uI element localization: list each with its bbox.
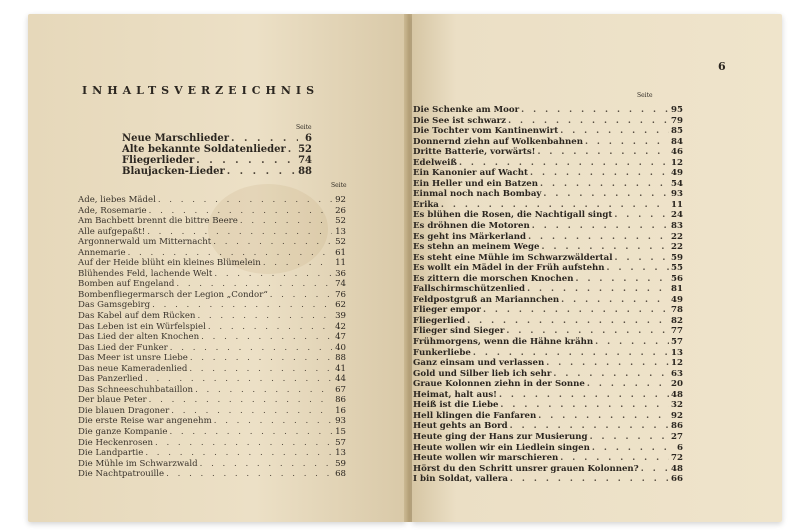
toc-entry [78,448,346,459]
entry-title: Fallschirmschützenlied [413,284,526,295]
column-header-seite: Seite [331,182,347,189]
entry-page-number: 92 [671,410,683,421]
entry-title: Hell klingen die Fanfaren [413,410,537,421]
entry-title: Frühmorgens, wenn die Hähne krähn [413,337,594,348]
dot-leader [147,395,332,406]
entry-page-number: 74 [298,155,312,166]
toc-entry [78,216,346,227]
toc-entry [413,337,683,348]
entry-page-number: 39 [335,311,346,322]
toc-entry [413,432,683,443]
dot-leader [150,300,332,311]
toc-entry [413,221,683,232]
entry-page-number: 77 [671,326,683,337]
entry-title: Alle aufgepaßt! [78,226,146,237]
entry-title: Fliegerlied [413,315,466,326]
entry-title: Heute ging der Hans zur Musierung [413,431,588,442]
toc-entry [413,116,683,127]
entry-page-number: 26 [335,205,346,216]
entry-page-number: 66 [671,474,683,485]
toc-entry [78,416,346,427]
dot-leader [195,311,332,322]
dot-leader [147,206,332,217]
dot-leader [156,195,332,206]
dot-leader [212,416,332,427]
toc-entry [413,358,683,369]
toc-entry [78,322,346,333]
toc-entry [78,459,346,470]
page-marker: 6 [718,60,726,73]
entry-title: Ganz einsam und verlassen [413,358,545,369]
toc-entry [78,206,346,217]
entry-title: Es wollt ein Mädel in der Früh aufstehn [413,263,605,274]
entry-page-number: 54 [671,178,683,189]
entry-title: I bin Soldat, vallera [413,474,508,485]
toc-entry [78,300,346,311]
dot-leader [481,305,669,316]
entry-title: Es dröhnen die Motoren [413,221,530,232]
entry-title: Einmal noch nach Bombay [413,189,542,200]
page-title: INHALTSVERZEICHNIS [82,84,320,97]
entry-title: Graue Kolonnen ziehn in der Sonne [413,379,585,390]
toc-entry [413,263,683,274]
section-entry [122,133,312,144]
entry-page-number: 20 [671,379,683,390]
entry-title: Flieger sind Sieger [413,326,505,337]
toc-entry [78,353,346,364]
entry-page-number: 52 [298,144,312,155]
entry-page-number: 93 [335,416,346,427]
entry-title: Ein Heller und ein Batzen [413,178,539,189]
toc-right-column [413,105,683,485]
section-entry [122,166,312,177]
entry-title: Edelweiß [413,157,457,168]
entry-page-number: 52 [335,237,346,248]
entry-page-number: 62 [335,300,346,311]
dot-leader [525,284,669,295]
dot-leader [211,237,332,248]
dot-leader [583,137,669,148]
toc-entry [78,438,346,449]
entry-page-number: 93 [671,189,683,200]
entry-title: Neue Marschlieder [122,133,230,144]
toc-entry [78,332,346,343]
entry-title: Ade, liebes Mädel [78,195,156,205]
entry-title: Argonnerwald um Mitternacht [78,237,212,248]
entry-page-number: 56 [671,273,683,284]
dot-leader [188,353,332,364]
entry-page-number: 59 [335,458,346,469]
entry-page-number: 59 [671,252,683,263]
toc-entry [78,469,346,480]
dot-leader [238,216,332,227]
toc-left-column [78,195,346,480]
entry-page-number: 74 [335,279,346,290]
entry-page-number: 82 [671,315,683,326]
entry-title: Die Tochter vom Kantinenwirt [413,126,559,137]
entry-title: Die Heckenrosen [78,437,153,448]
entry-page-number: 6 [305,133,312,144]
dot-leader [199,332,332,343]
entry-title: Alte bekannte Soldatenlieder [122,144,286,155]
dot-leader [526,232,669,243]
entry-title: Das Meer ist unsre Liebe [78,353,188,364]
toc-entry [413,379,683,390]
dot-leader [605,263,669,274]
entry-page-number: 12 [671,157,683,168]
entry-page-number: 46 [671,147,683,158]
section-entry [122,155,312,166]
entry-page-number: 61 [335,247,346,258]
entry-page-number: 72 [671,453,683,464]
entry-title: Das Lied der alten Knochen [78,332,200,343]
dot-leader [639,464,669,475]
entry-page-number: 22 [671,242,683,253]
entry-title: Gold und Silber lieb ich sehr [413,368,552,379]
dot-leader [143,448,332,459]
toc-entry [413,284,683,295]
dot-leader [153,438,332,449]
dot-leader [143,374,332,385]
entry-title: Am Bachbett brennt die bittre Beere [78,216,238,227]
entry-page-number: 24 [671,210,683,221]
toc-entry [78,406,346,417]
entry-title: Heiß ist die Liebe [413,400,499,411]
dot-leader [126,248,332,259]
toc-entry [78,364,346,375]
toc-entry [78,269,346,280]
entry-page-number: 52 [335,216,346,227]
entry-page-number: 49 [671,168,683,179]
column-header-seite: Seite [296,124,312,131]
entry-title: Funkerliebe [413,347,471,358]
dot-leader [194,155,298,166]
entry-title: Die Landpartie [78,448,144,459]
toc-entry [78,290,346,301]
toc-entry [413,348,683,359]
entry-title: Es blühen die Rosen, die Nachtigall singt [413,210,613,221]
toc-entry [413,443,683,454]
section-list [122,133,312,177]
dot-leader [286,144,298,155]
dot-leader [169,406,332,417]
toc-entry [413,390,683,401]
dot-leader [168,343,332,354]
entry-title: Das Gamsgebirg [78,300,151,311]
entry-page-number: 32 [671,400,683,411]
toc-entry [413,253,683,264]
entry-title: Das neue Kameradenlied [78,363,188,374]
entry-title: Auf der Heide blüht ein kleines Blümelein [78,258,261,269]
section-entry [122,144,312,155]
entry-title: Es stehn an meinem Wege [413,242,540,253]
dot-leader [593,337,669,348]
entry-page-number: 36 [335,268,346,279]
entry-title: Bomben auf Engeland [78,279,175,290]
toc-entry [78,374,346,385]
toc-entry [78,427,346,438]
dot-leader [439,200,669,211]
toc-entry [413,411,683,422]
entry-page-number: 68 [335,469,346,480]
column-header-seite: Seite [637,92,653,99]
dot-leader [261,258,332,269]
entry-title: Das Kabel auf dem Rücken [78,311,196,322]
dot-leader [206,322,332,333]
dot-leader [528,168,669,179]
entry-page-number: 67 [335,384,346,395]
dot-leader [541,189,669,200]
dot-leader [193,385,332,396]
toc-entry [78,395,346,406]
dot-leader [497,390,669,401]
toc-entry [78,258,346,269]
entry-page-number: 57 [335,437,346,448]
entry-title: Das Panzerlied [78,374,144,385]
entry-title: Blühendes Feld, lachende Welt [78,268,213,279]
dot-leader [585,379,669,390]
dot-leader [535,147,669,158]
entry-title: Ade, Rosemarie [78,205,147,216]
entry-page-number: 11 [335,258,346,269]
toc-entry [413,200,683,211]
toc-entry [413,316,683,327]
toc-entry [78,227,346,238]
toc-entry [413,326,683,337]
entry-title: Es geht ins Märkerland [413,231,527,242]
toc-entry [413,137,683,148]
toc-entry [78,343,346,354]
entry-title: Heute wollen wir ein Liedlein singen [413,442,590,453]
dot-leader [551,369,669,380]
entry-title: Flieger empor [413,305,481,316]
toc-entry [413,242,683,253]
toc-entry [78,385,346,396]
dot-leader [164,469,332,480]
entry-title: Es zittern die morschen Knochen [413,273,574,284]
entry-page-number: 86 [335,395,346,406]
entry-title: Die Mühle im Schwarzwald [78,458,198,469]
dot-leader [508,421,669,432]
entry-title: Annemarie [78,247,126,258]
dot-leader [498,400,669,411]
entry-title: Die Nachtpatrouille [78,469,165,480]
toc-entry [413,126,683,137]
entry-title: Hörst du den Schritt unsrer grauen Kolonnen? [413,463,639,474]
entry-title: Feldpostgruß an Mariannchen [413,294,560,305]
toc-entry [413,274,683,285]
toc-entry [78,279,346,290]
entry-page-number: 42 [335,321,346,332]
entry-page-number: 48 [671,463,683,474]
entry-title: Ein Kanonier auf Wacht [413,168,528,179]
toc-entry [413,369,683,380]
entry-title: Die See ist schwarz [413,115,507,126]
dot-leader [530,221,669,232]
toc-entry [413,453,683,464]
entry-page-number: 86 [671,421,683,432]
entry-page-number: 47 [335,332,346,343]
dot-leader [539,242,669,253]
entry-title: Heut gehts an Bord [413,421,508,432]
entry-page-number: 92 [335,195,346,205]
entry-title: Der blaue Peter [78,395,147,406]
dot-leader [588,432,669,443]
entry-page-number: 57 [671,337,683,348]
entry-page-number: 55 [671,263,683,274]
entry-page-number: 88 [298,166,312,177]
toc-entry [413,421,683,432]
entry-page-number: 40 [335,342,346,353]
entry-page-number: 76 [335,289,346,300]
entry-title: Dritte Batterie, vorwärts! [413,147,536,158]
entry-title: Die erste Reise war angenehm [78,416,212,427]
entry-title: Erika [413,199,439,210]
entry-title: Es steht eine Mühle im Schwarzwäldertal [413,252,613,263]
entry-page-number: 88 [335,353,346,364]
toc-entry [78,195,346,206]
entry-page-number: 63 [671,368,683,379]
toc-entry [413,232,683,243]
entry-page-number: 84 [671,136,683,147]
entry-page-number: 48 [671,389,683,400]
toc-entry [78,311,346,322]
entry-page-number: 13 [335,448,346,459]
toc-entry [413,158,683,169]
entry-title: Die ganze Kompanie [78,427,168,438]
entry-page-number: 13 [671,347,683,358]
toc-entry [78,248,346,259]
dot-leader [145,227,332,238]
dot-leader [187,364,332,375]
entry-title: Das Schneeschuhbataillon [78,384,194,395]
entry-title: Heimat, halt aus! [413,389,497,400]
entry-title: Bombenfliegermarsch der Legion „Condor“ [78,289,268,300]
dot-leader [212,269,332,280]
entry-page-number: 49 [671,294,683,305]
dot-leader [229,133,298,144]
entry-page-number: 6 [677,442,683,453]
toc-entry [413,210,683,221]
dot-leader [519,105,669,116]
toc-entry [413,168,683,179]
entry-title: Das Lied der Funker [78,342,168,353]
dot-leader [558,453,669,464]
entry-title: Fliegerlieder [122,155,195,166]
toc-entry [413,474,683,485]
dot-leader [538,179,669,190]
dot-leader [167,427,332,438]
dot-leader [225,166,298,177]
toc-entry [413,189,683,200]
dot-leader [465,316,669,327]
dot-leader [268,290,332,301]
entry-page-number: 27 [671,431,683,442]
dot-leader [612,210,669,221]
entry-title: Heute wollen wir marschieren [413,453,559,464]
toc-entry [413,464,683,475]
entry-title: Die blauen Dragoner [78,405,170,416]
toc-entry [413,400,683,411]
entry-page-number: 41 [335,363,346,374]
dot-leader [174,279,332,290]
entry-title: Das Leben ist ein Würfelspiel [78,321,206,332]
entry-page-number: 81 [671,284,683,295]
entry-page-number: 79 [671,115,683,126]
toc-entry [78,237,346,248]
dot-leader [573,274,669,285]
entry-title: Donnernd ziehn auf Wolkenbahnen [413,136,583,147]
entry-page-number: 83 [671,221,683,232]
entry-page-number: 85 [671,126,683,137]
entry-page-number: 13 [335,226,346,237]
dot-leader [558,126,669,137]
entry-title: Die Schenke am Moor [413,105,520,115]
dot-leader [508,474,669,485]
entry-page-number: 12 [671,358,683,369]
entry-page-number: 16 [335,405,346,416]
dot-leader [613,253,670,264]
toc-entry [413,147,683,158]
dot-leader [506,116,669,127]
dot-leader [536,411,669,422]
dot-leader [590,443,669,454]
toc-entry [413,295,683,306]
entry-page-number: 95 [671,105,683,115]
dot-leader [559,295,669,306]
dot-leader [198,459,332,470]
entry-page-number: 78 [671,305,683,316]
dot-leader [471,348,669,359]
dot-leader [544,358,669,369]
toc-entry [413,179,683,190]
entry-page-number: 11 [671,199,683,210]
toc-entry [413,105,683,116]
entry-page-number: 15 [335,427,346,438]
entry-title: Blaujacken-Lieder [122,166,225,177]
entry-page-number: 22 [671,231,683,242]
toc-entry [413,305,683,316]
entry-page-number: 44 [335,374,346,385]
dot-leader [504,326,669,337]
dot-leader [457,158,669,169]
